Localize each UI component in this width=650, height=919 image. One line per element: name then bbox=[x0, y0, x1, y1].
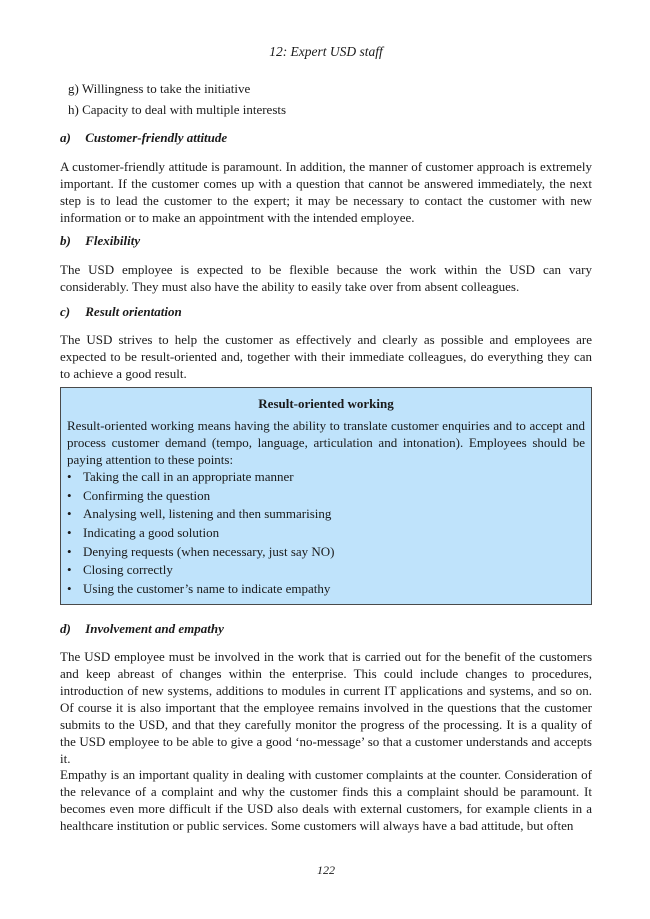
paragraph: The USD employee must be involved in the work that is carried out for the benefit of the customers and keep abreast of changes within the enterprise. This could include changes to procedures, introduction of new systems, additions to modules in current IT applications and systems, and so on. Of course it is also important that the employee remains involved in the questions that the customer submits to the USD, and that they carefully monitor the progress of the processing. It is a quality of the USD employee to be able to give a good ‘no-message’ so that a customer understands and accepts it. bbox=[60, 649, 592, 766]
box-bullet-list bbox=[67, 468, 335, 599]
section-heading-flexibility bbox=[60, 232, 140, 249]
section-heading-customer-friendly bbox=[60, 129, 227, 146]
paragraph: The USD employee is expected to be flexible because the work within the USD can vary considerably. They must also have the ability to easily take over from absent colleagues. bbox=[60, 262, 592, 294]
box-text: Result-oriented working means having the ability to translate customer enquiries and to accept and process customer demand (tempo, language, articulation and intonation). Employees should be paying attention to these points: bbox=[67, 418, 585, 467]
list-item: g) Willingness to take the initiative bbox=[68, 81, 251, 96]
bullet-icon: • bbox=[67, 543, 72, 559]
section-number: c) bbox=[60, 304, 71, 319]
list-item: • Closing correctly bbox=[67, 561, 335, 580]
bullet-icon: • bbox=[67, 581, 72, 597]
section-title: Involvement and empathy bbox=[85, 621, 224, 636]
list-item: h) Capacity to deal with multiple interests bbox=[68, 102, 287, 117]
section-title: Flexibility bbox=[85, 233, 141, 248]
section-heading-result-orientation bbox=[60, 303, 182, 320]
bullet-icon: • bbox=[67, 525, 72, 541]
section-heading-involvement-empathy bbox=[60, 620, 224, 637]
bullet-icon: • bbox=[67, 506, 72, 522]
paragraph: Empathy is an important quality in dealing with customer complaints at the counter. Consideration of the relevance of a complaint and why the customer finds this a complaint should be paramount. It becomes even more difficult if the USD also deals with external customers, for example clients in a healthcare institution or public services. Some customers will always have a bad attitude, but often bbox=[60, 767, 592, 833]
bullet-icon: • bbox=[67, 562, 72, 578]
page-number: 122 bbox=[317, 863, 335, 877]
intro-list bbox=[68, 78, 286, 120]
list-item: • Confirming the question bbox=[67, 487, 335, 506]
list-item: • Taking the call in an appropriate manner bbox=[67, 468, 335, 487]
list-item: • Analysing well, listening and then summarising bbox=[67, 505, 335, 524]
list-item: • Denying requests (when necessary, just say NO) bbox=[67, 543, 335, 562]
list-item: • Using the customer’s name to indicate empathy bbox=[67, 580, 335, 599]
bullet-icon: • bbox=[67, 487, 72, 503]
section-title: Customer-friendly attitude bbox=[85, 130, 228, 145]
box-title: Result-oriented working bbox=[258, 396, 394, 411]
result-oriented-working-box bbox=[60, 387, 592, 605]
section-number: d) bbox=[60, 621, 71, 636]
running-header: 12: Expert USD staff bbox=[269, 44, 383, 59]
paragraph: A customer-friendly attitude is paramount. In addition, the manner of customer approach is extremely important. If the customer comes up with a question that cannot be answered immediately, the next step is to lead the customer to the expert; it may be necessary to contact the customer with new information or to make an appointment with the intended employee. bbox=[60, 159, 592, 225]
bullet-icon: • bbox=[67, 469, 72, 484]
section-number: a) bbox=[60, 130, 71, 145]
section-number: b) bbox=[60, 233, 71, 248]
list-item: • Indicating a good solution bbox=[67, 524, 335, 543]
section-title: Result orientation bbox=[85, 304, 182, 319]
paragraph: The USD strives to help the customer as effectively and clearly as possible and employees are expected to be result-oriented and, together with their immediate colleagues, do everything they can to achieve a good result. bbox=[60, 332, 592, 381]
